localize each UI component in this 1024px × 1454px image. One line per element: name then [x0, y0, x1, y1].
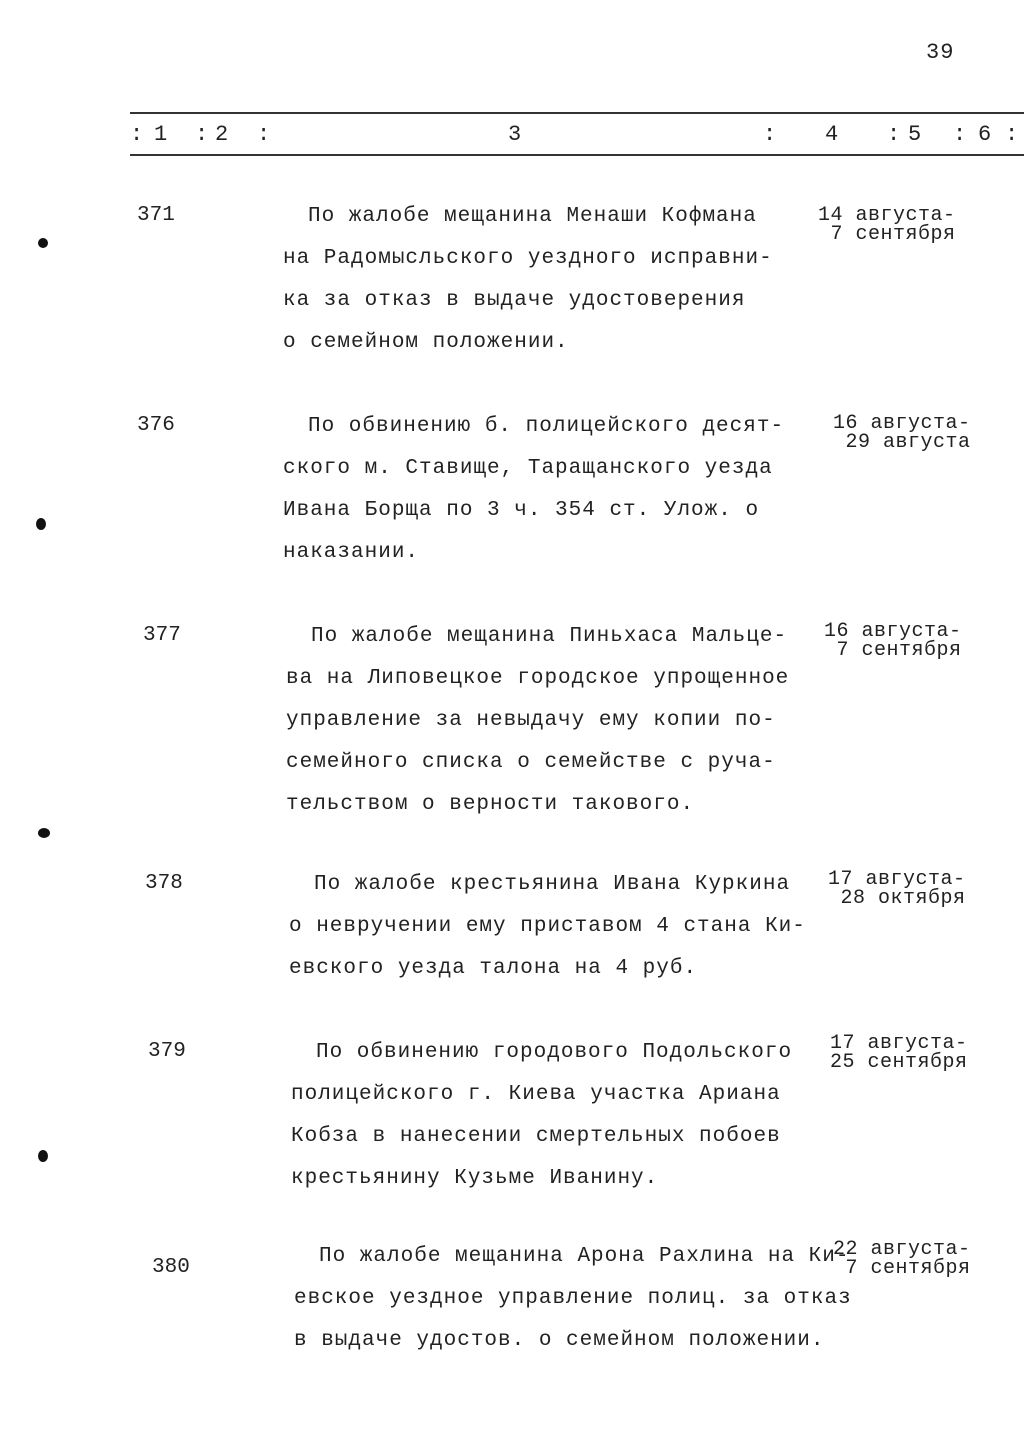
description-line: По обвинению б. полицейского десят- [308, 415, 785, 438]
record-dates [833, 1240, 971, 1278]
header-separator: : [195, 122, 209, 147]
description-line: о невручении ему приставом 4 стана Ки- [289, 915, 806, 938]
header-separator: : [953, 122, 967, 147]
record-number: 376 [137, 414, 175, 437]
punch-hole-mark [38, 828, 50, 838]
description-line: Кобза в нанесении смертельных побоев [291, 1125, 781, 1148]
date-start: 16 августа- [833, 412, 971, 435]
date-end: 25 сентября [830, 1051, 968, 1074]
description-line: тельством о верности такового. [286, 793, 695, 816]
header-separator: : [257, 122, 271, 147]
record-number: 371 [137, 204, 175, 227]
date-end: 7 сентября [830, 223, 956, 246]
record-description [291, 1032, 851, 1200]
description-line: на Радомысльского уездного исправни- [283, 247, 773, 270]
description-line: По жалобе мещанина Арона Рахлина на Ки- [319, 1245, 850, 1268]
header-separator: : [1005, 122, 1019, 147]
record-description [283, 196, 843, 364]
description-line: о семейном положении. [283, 331, 569, 354]
header-bottom-rule [130, 154, 1024, 156]
record-dates [818, 206, 956, 244]
header-col-1: 1 [154, 122, 168, 147]
description-line: в выдаче удостов. о семейном положении. [294, 1329, 825, 1352]
header-separator: : [887, 122, 901, 147]
header-col-3: 3 [508, 122, 522, 147]
description-line: крестьянину Кузьме Иванину. [291, 1167, 659, 1190]
record-description [289, 864, 849, 990]
description-line: евского уезда талона на 4 руб. [289, 957, 698, 980]
description-line: ка за отказ в выдаче удостоверения [283, 289, 746, 312]
punch-hole-mark [38, 1150, 48, 1162]
date-end: 28 октября [840, 887, 966, 910]
header-top-rule [130, 112, 1024, 114]
date-start: 17 августа- [830, 1032, 968, 1055]
description-line: ского м. Ставище, Таращанского уезда [283, 457, 773, 480]
record-dates [824, 622, 962, 660]
description-line: полицейского г. Киева участка Ариана [291, 1083, 781, 1106]
header-separator: : [130, 122, 144, 147]
description-line: По обвинению городового Подольского [316, 1041, 793, 1064]
date-end: 7 сентября [836, 639, 962, 662]
date-start: 22 августа- [833, 1238, 971, 1261]
record-description [283, 406, 843, 574]
date-start: 16 августа- [824, 620, 962, 643]
description-line: наказании. [283, 541, 420, 564]
header-col-6: 6 [978, 122, 992, 147]
record-dates [830, 1034, 968, 1072]
header-col-4: 4 [825, 122, 839, 147]
record-number: 380 [152, 1256, 190, 1279]
description-line: По жалобе крестьянина Ивана Куркина [314, 873, 791, 896]
header-separator: : [763, 122, 777, 147]
record-number: 377 [143, 624, 181, 647]
date-start: 14 августа- [818, 204, 956, 227]
record-description [286, 616, 846, 826]
record-dates [828, 870, 966, 908]
description-line: По жалобе мещанина Менаши Кофмана [308, 205, 757, 228]
description-line: семейного списка о семействе с руча- [286, 751, 776, 774]
date-end: 29 августа [845, 431, 971, 454]
description-line: евское уездное управление полиц. за отказ [294, 1287, 852, 1310]
date-start: 17 августа- [828, 868, 966, 891]
description-line: ва на Липовецкое городское упрощенное [286, 667, 790, 690]
header-col-2: 2 [215, 122, 229, 147]
page-number: 39 [926, 40, 955, 65]
record-dates [833, 414, 971, 452]
record-description [294, 1236, 854, 1362]
record-number: 378 [145, 872, 183, 895]
description-line: По жалобе мещанина Пиньхаса Мальце- [311, 625, 788, 648]
description-line: Ивана Борща по 3 ч. 354 ст. Улож. о [283, 499, 760, 522]
punch-hole-mark [36, 518, 46, 530]
record-number: 379 [148, 1040, 186, 1063]
description-line: управление за невыдачу ему копии по- [286, 709, 776, 732]
date-end: 7 сентября [845, 1257, 971, 1280]
header-col-5: 5 [908, 122, 922, 147]
punch-hole-mark [38, 238, 48, 248]
